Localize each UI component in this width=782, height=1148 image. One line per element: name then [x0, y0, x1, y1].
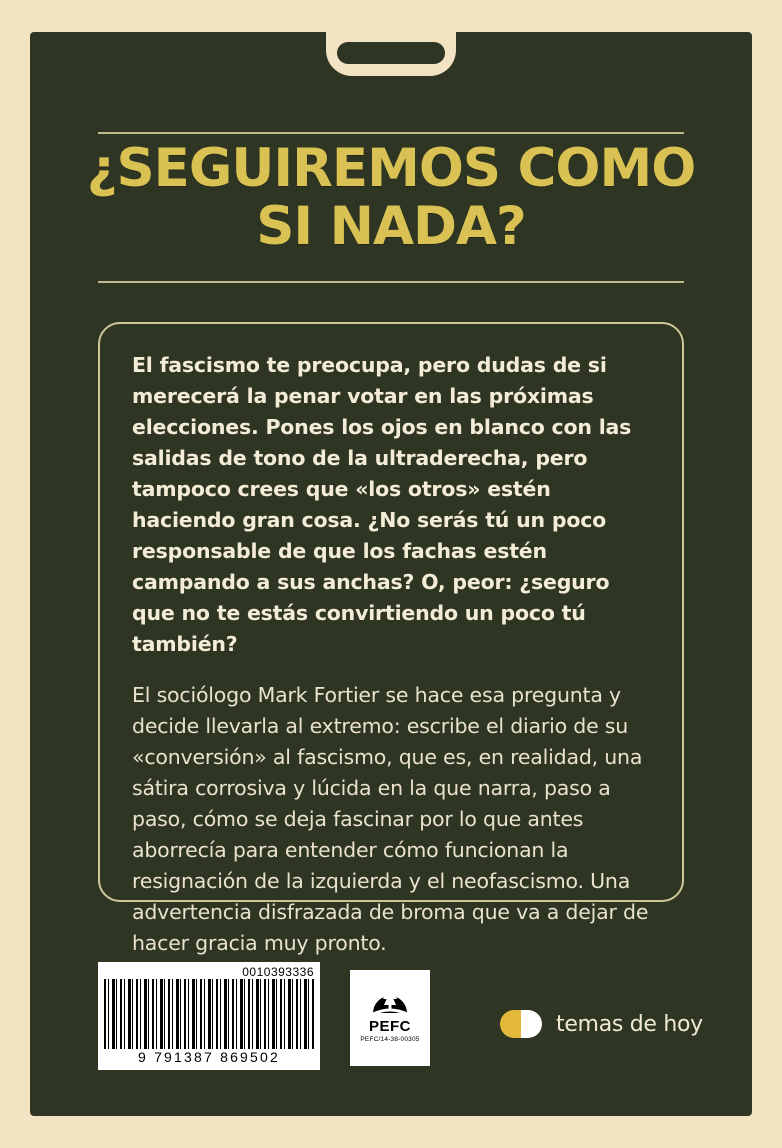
- blurb-paragraph-regular: El sociólogo Mark Fortier se hace esa pregunta y decide llevarla al extremo: escribe el diario de su «conversión» al fascismo, que es, en realidad, una sátira corrosiva y lúcida en la que narra, paso a paso, cómo se deja fascinar por lo que antes aborrecía para entender cómo funcionan la resignación de la izquierda y el neofascismo. Una advertencia disfrazada de broma que va a dejar de hacer gracia muy pronto.: [132, 683, 649, 955]
- blurb-paragraph-bold: El fascismo te preocupa, pero dudas de si merecerá la penar votar en las próximas elecciones. Pones los ojos en blanco con las salidas de tono de la ultraderecha, pero tampoco crees que «los otros» estén haciendo gran cosa. ¿No serás tú un poco responsable de que los fachas estén campando a sus anchas? O, peor: ¿seguro que no te estás convirtiendo un poco tú también?: [132, 353, 632, 656]
- barcode-isbn-digits: 9 791387 869502: [138, 1049, 280, 1065]
- pefc-label: PEFC: [368, 1018, 411, 1035]
- barcode-bars: [104, 979, 314, 1049]
- blurb-box: [98, 322, 684, 955]
- divider-top: [98, 132, 684, 134]
- publisher-mark-right-half: [521, 1010, 542, 1038]
- barcode: [98, 962, 320, 1070]
- publisher-logo: [500, 1004, 703, 1044]
- cover-panel: [30, 32, 752, 1116]
- hang-tab-notch: [326, 32, 456, 76]
- pefc-code: PEFC/14-38-00305: [360, 1036, 420, 1043]
- hang-tab-slot: [337, 42, 445, 64]
- divider-bottom: [98, 281, 684, 283]
- cover-footer: [30, 932, 752, 1116]
- cover-title-line-2: SI NADA?: [256, 196, 526, 257]
- publisher-mark-icon: [500, 1010, 542, 1038]
- cover-title-line-1: ¿SEGUIREMOS COMO: [86, 138, 696, 199]
- pefc-logo: [350, 970, 430, 1066]
- publisher-mark-left-half: [500, 1010, 521, 1038]
- cover-title: [70, 140, 712, 256]
- publisher-name: temas de hoy: [556, 1011, 703, 1037]
- pefc-tree-icon: [367, 975, 413, 1019]
- barcode-top-number: 0010393336: [242, 965, 314, 979]
